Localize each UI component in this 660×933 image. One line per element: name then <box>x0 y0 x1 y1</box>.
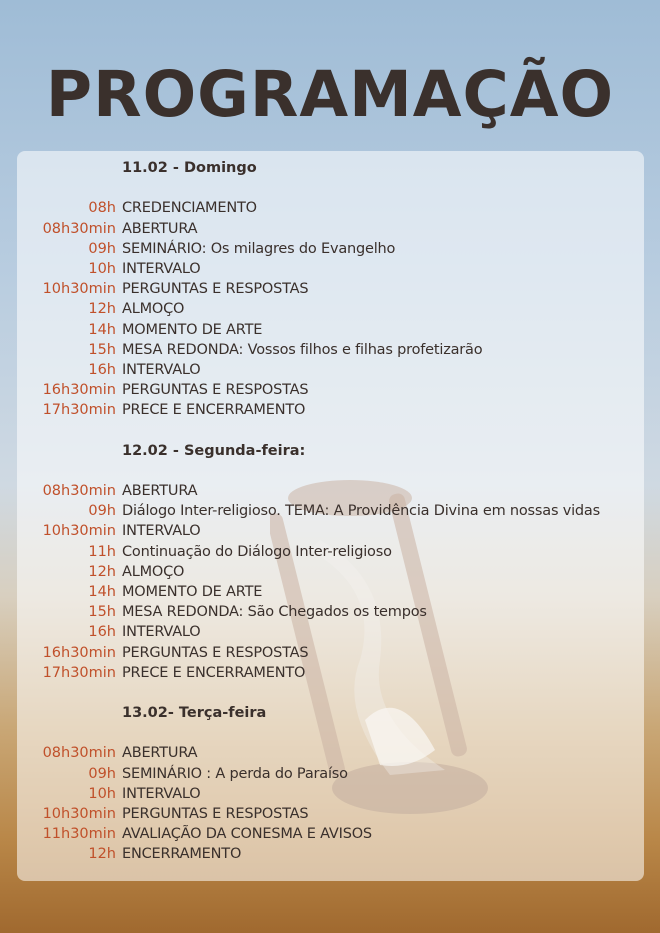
schedule-activity: PRECE E ENCERRAMENTO <box>122 402 306 419</box>
schedule-row <box>0 743 660 763</box>
schedule-activity: AVALIAÇÃO DA CONESMA E AVISOS <box>122 826 372 843</box>
schedule-row <box>0 279 660 299</box>
schedule-activity: INTERVALO <box>122 523 201 540</box>
spacer <box>0 178 660 198</box>
schedule-time: 08h <box>88 200 116 217</box>
schedule-activity: INTERVALO <box>122 361 201 378</box>
schedule-row <box>0 360 660 380</box>
schedule-row <box>0 643 660 663</box>
schedule-activity: Diálogo Inter-religioso. TEMA: A Providência Divina em nossas vidas <box>122 503 600 520</box>
schedule-row <box>0 239 660 259</box>
schedule-time: 08h30min <box>42 220 116 237</box>
schedule-activity: MOMENTO DE ARTE <box>122 321 263 338</box>
schedule-time: 11h <box>88 543 116 560</box>
spacer <box>0 461 660 481</box>
schedule-time: 11h30min <box>42 826 116 843</box>
schedule-time: 14h <box>88 583 116 600</box>
page-title: PROGRAMAÇÃO <box>45 58 615 131</box>
schedule-activity: INTERVALO <box>122 624 201 641</box>
schedule-time: 15h <box>88 341 116 358</box>
schedule-time: 10h30min <box>42 523 116 540</box>
schedule-time: 10h30min <box>42 281 116 298</box>
schedule-row <box>0 663 660 683</box>
schedule-time: 17h30min <box>42 402 116 419</box>
schedule-time: 10h <box>88 260 116 277</box>
schedule-row <box>0 542 660 562</box>
schedule-activity: MESA REDONDA: Vossos filhos e filhas profetizarão <box>122 341 483 358</box>
day-heading: 11.02 - Domingo <box>122 160 257 176</box>
schedule-row <box>0 804 660 824</box>
schedule-row <box>0 784 660 804</box>
schedule-time: 09h <box>88 765 116 782</box>
schedule-time: 14h <box>88 321 116 338</box>
schedule-time: 16h <box>88 361 116 378</box>
schedule-activity: ABERTURA <box>122 745 198 762</box>
schedule-activity: ALMOÇO <box>122 301 185 318</box>
schedule-activity: SEMINÁRIO: Os milagres do Evangelho <box>122 240 396 257</box>
schedule-time: 09h <box>88 503 116 520</box>
schedule-time: 08h30min <box>42 745 116 762</box>
schedule-row <box>0 521 660 541</box>
schedule-time: 09h <box>88 240 116 257</box>
schedule-row <box>0 299 660 319</box>
schedule-time: 12h <box>88 301 116 318</box>
schedule-time: 12h <box>88 846 116 863</box>
schedule-row <box>0 622 660 642</box>
schedule-row <box>0 219 660 239</box>
schedule-activity: MESA REDONDA: São Chegados os tempos <box>122 604 427 621</box>
schedule-row <box>0 340 660 360</box>
schedule-time: 08h30min <box>42 483 116 499</box>
schedule-activity: PERGUNTAS E RESPOSTAS <box>122 644 309 661</box>
day-heading: 12.02 - Segunda-feira: <box>122 442 306 459</box>
schedule-time: 16h30min <box>42 644 116 661</box>
schedule-activity: ALMOÇO <box>122 563 185 580</box>
schedule-row <box>0 400 660 420</box>
schedule-row <box>0 844 660 864</box>
schedule-time: 16h <box>88 624 116 641</box>
spacer <box>0 683 660 703</box>
schedule-row <box>0 501 660 521</box>
schedule-row <box>0 562 660 582</box>
schedule-activity: PERGUNTAS E RESPOSTAS <box>122 382 309 399</box>
schedule-time: 12h <box>88 563 116 580</box>
schedule-row <box>0 824 660 844</box>
schedule-row <box>0 602 660 622</box>
schedule-activity: CREDENCIAMENTO <box>122 200 257 217</box>
schedule-time: 10h <box>88 785 116 802</box>
schedule-activity: PERGUNTAS E RESPOSTAS <box>122 806 309 822</box>
schedule-row <box>0 198 660 218</box>
schedule-activity: PRECE E ENCERRAMENTO <box>122 664 306 681</box>
schedule-time: 17h30min <box>42 664 116 681</box>
schedule-row <box>0 481 660 501</box>
schedule-time: 10h30min <box>42 806 116 822</box>
schedule-activity: PERGUNTAS E RESPOSTAS <box>122 281 309 298</box>
schedule-row <box>0 320 660 340</box>
schedule-activity: MOMENTO DE ARTE <box>122 583 263 600</box>
schedule-row <box>0 582 660 602</box>
schedule-row <box>0 764 660 784</box>
schedule-activity: ABERTURA <box>122 483 198 499</box>
schedule-activity: INTERVALO <box>122 785 201 802</box>
day-heading: 13.02- Terça-feira <box>122 705 267 722</box>
schedule-time: 15h <box>88 604 116 621</box>
schedule-activity: ABERTURA <box>122 220 198 237</box>
schedule-activity: SEMINÁRIO : A perda do Paraíso <box>122 765 348 782</box>
schedule-activity: Continuação do Diálogo Inter-religioso <box>122 543 392 560</box>
schedule-activity: INTERVALO <box>122 260 201 277</box>
spacer <box>0 420 660 440</box>
schedule-activity: ENCERRAMENTO <box>122 846 242 863</box>
schedule-row <box>0 259 660 279</box>
spacer <box>0 723 660 743</box>
schedule <box>0 158 660 865</box>
schedule-row <box>0 380 660 400</box>
schedule-time: 16h30min <box>42 382 116 399</box>
